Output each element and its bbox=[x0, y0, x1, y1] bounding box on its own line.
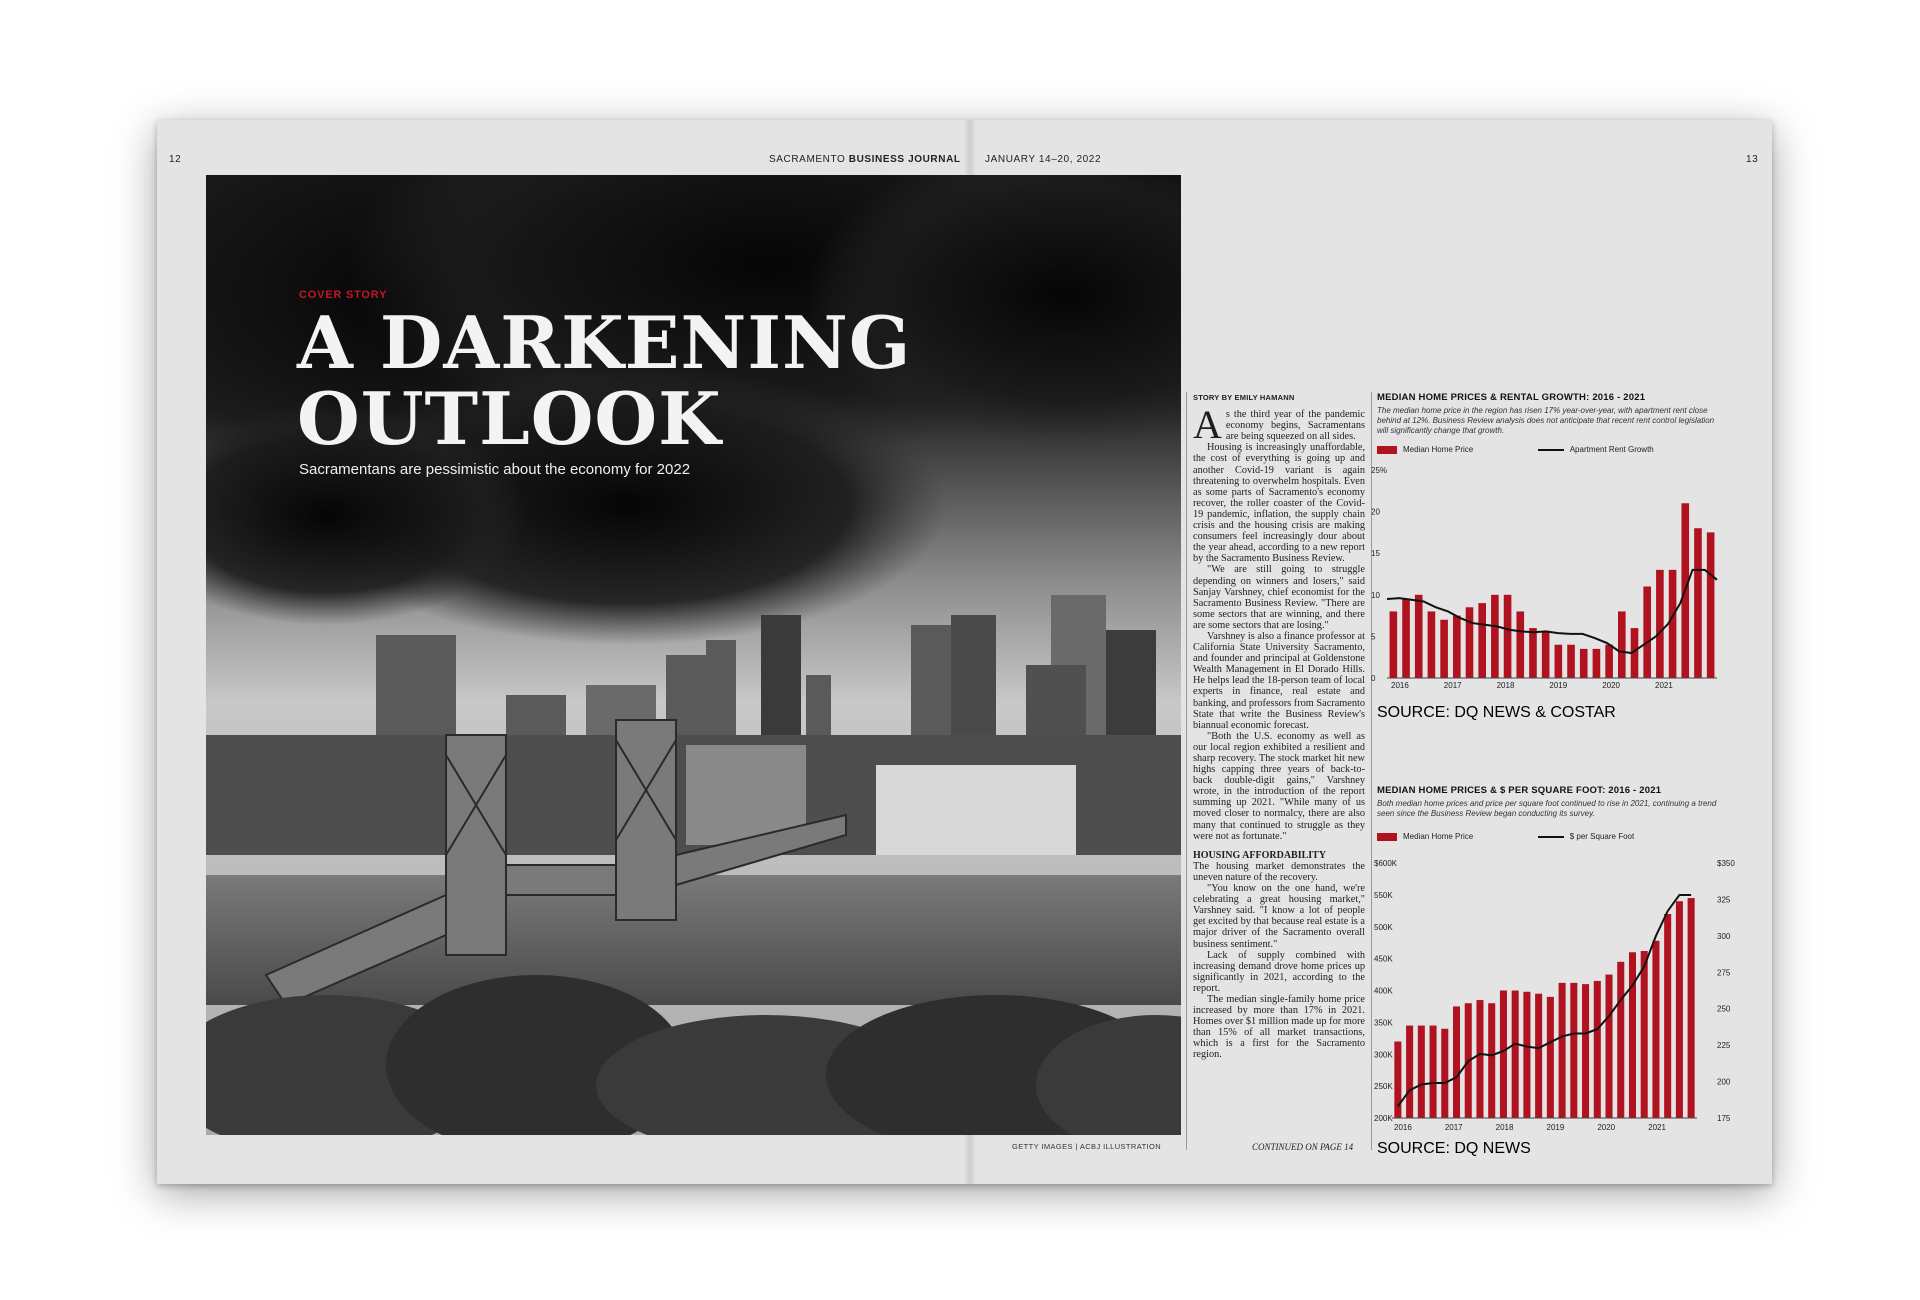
y-tick-label-right: 225 bbox=[1717, 1041, 1731, 1051]
y-tick-label-left: $600K bbox=[1374, 859, 1398, 868]
article-paragraph: Varshney is also a finance professor at California State University Sacramento, and founder and principal at Goldenstone Wealth Management in El Dorado Hills. He helps lead the 18-person team of local experts in finance, real estate and banking, and professors from Sacramento State that write the Business Review's biannual economic forecast. bbox=[1193, 630, 1365, 731]
chart-bar bbox=[1547, 997, 1554, 1118]
chart-bar bbox=[1466, 607, 1474, 678]
chart-bar bbox=[1582, 984, 1589, 1118]
chart-bar bbox=[1500, 991, 1507, 1119]
y-tick-label: 20 bbox=[1371, 507, 1380, 517]
y-tick-label-left: 450K bbox=[1374, 954, 1393, 964]
chart-bar bbox=[1428, 611, 1436, 678]
chart-bar bbox=[1567, 645, 1575, 678]
chart-bar bbox=[1656, 570, 1664, 678]
subhead: HOUSING AFFORDABILITY bbox=[1193, 849, 1327, 861]
chart-bar bbox=[1512, 991, 1519, 1119]
y-tick-label: 10 bbox=[1371, 590, 1380, 600]
chart-bar bbox=[1605, 645, 1613, 678]
chart-bar bbox=[1430, 1026, 1437, 1118]
y-tick-label-right: 325 bbox=[1717, 895, 1731, 905]
chart-source: SOURCE: DQ NEWS & COSTAR bbox=[1377, 704, 1616, 721]
publication-name-bold: BUSINESS JOURNAL bbox=[848, 154, 961, 165]
x-tick-label: 2020 bbox=[1597, 1123, 1616, 1132]
x-tick-label: 2017 bbox=[1444, 1123, 1463, 1132]
chart-bar bbox=[1618, 611, 1626, 678]
y-tick-label-left: 400K bbox=[1374, 986, 1393, 996]
drop-cap: A bbox=[1193, 402, 1222, 448]
chart-bar bbox=[1629, 952, 1636, 1118]
page-number-left: 12 bbox=[169, 154, 182, 165]
headline-line-2: OUTLOOK bbox=[297, 376, 722, 461]
x-tick-label: 2017 bbox=[1443, 681, 1462, 690]
continued-line: CONTINUED ON PAGE 14 bbox=[1252, 1142, 1354, 1152]
y-tick-label-left: 550K bbox=[1374, 890, 1393, 900]
chart-bar bbox=[1606, 975, 1613, 1118]
byline: STORY BY EMILY HAMANN bbox=[1193, 393, 1295, 402]
chart-bar bbox=[1441, 1029, 1448, 1118]
y-tick-label-right: 250 bbox=[1717, 1004, 1731, 1014]
y-tick-label-left: 500K bbox=[1374, 922, 1393, 932]
x-tick-label: 2018 bbox=[1495, 1123, 1514, 1132]
chart-bar bbox=[1488, 1003, 1495, 1118]
chart-bar bbox=[1570, 983, 1577, 1118]
legend-label: $ per Square Foot bbox=[1569, 832, 1635, 841]
chart-bar bbox=[1453, 616, 1461, 678]
cover-kicker: COVER STORY bbox=[299, 289, 388, 301]
chart-source: SOURCE: DQ NEWS bbox=[1377, 1140, 1531, 1157]
chart-bar bbox=[1669, 570, 1677, 678]
x-tick-label: 2021 bbox=[1655, 681, 1673, 690]
chart-bar bbox=[1593, 649, 1601, 678]
article-paragraph: "You know on the one hand, we're celebrating a great housing market," Varshney said. "I know a lot of people get excited by that because real estate is a major driver of the Sacramento overall business sentiment." bbox=[1193, 883, 1365, 950]
article-paragraph: "We are still going to struggle depending on winners and losers," said Sanjay Varshney, chief economist for the Sacramento Business Review. "There are some sectors that are winning, and there are some sectors that are losing." bbox=[1193, 564, 1365, 631]
y-tick-label-left: 300K bbox=[1374, 1050, 1393, 1060]
chart-description: Both median home prices and price per square foot continued to rise in 2021, continuing a trend seen since the Business Review began conducting its survey. bbox=[1377, 799, 1717, 818]
chart-bar bbox=[1643, 586, 1651, 678]
chart-description: The median home price in the region has risen 17% year-over-year, with apartment rent close behind at 12%. Business Review analysis does not anticipate that recent rent control legislation will significantly change that growth. bbox=[1377, 406, 1715, 435]
chart-bar bbox=[1394, 1042, 1401, 1119]
x-tick-label: 2021 bbox=[1648, 1123, 1666, 1132]
chart-bar bbox=[1542, 632, 1550, 678]
chart-bar bbox=[1580, 649, 1588, 678]
page-number-right: 13 bbox=[1746, 154, 1759, 165]
chart-legend bbox=[1377, 832, 1634, 841]
y-tick-label-right: 175 bbox=[1717, 1114, 1731, 1123]
chart-bar bbox=[1694, 528, 1702, 678]
chart-bar bbox=[1516, 611, 1524, 678]
chart-bar bbox=[1415, 595, 1423, 678]
y-tick-label: 15 bbox=[1371, 549, 1380, 559]
legend-swatch-line bbox=[1538, 449, 1564, 451]
legend-label: Apartment Rent Growth bbox=[1569, 445, 1654, 454]
chart-bar bbox=[1535, 994, 1542, 1118]
chart-bar bbox=[1402, 599, 1410, 678]
chart-legend bbox=[1377, 445, 1654, 454]
legend-swatch-bar bbox=[1377, 446, 1397, 454]
cover-photo bbox=[206, 175, 1181, 1135]
article-paragraph: The median single-family home price increased by more than 17% in 2021. Homes over $1 million made up for more than 15% of all market transactions, which is a first for the Sacramento region. bbox=[1193, 993, 1365, 1061]
y-tick-label-right: 275 bbox=[1717, 968, 1731, 978]
y-tick-label-right: 300 bbox=[1717, 931, 1731, 941]
y-tick-label-right: $350 bbox=[1717, 859, 1735, 868]
y-tick-label: 0 bbox=[1371, 674, 1376, 683]
photo-credit: GETTY IMAGES | ACBJ ILLUSTRATION bbox=[1012, 1142, 1162, 1151]
chart-bar bbox=[1406, 1026, 1413, 1118]
legend-label: Median Home Price bbox=[1403, 445, 1474, 454]
y-tick-label: 25% bbox=[1371, 466, 1388, 475]
chart-bar bbox=[1664, 914, 1671, 1118]
chart-bar bbox=[1504, 595, 1512, 678]
deck: Sacramentans are pessimistic about the economy for 2022 bbox=[299, 461, 691, 478]
chart-bar bbox=[1707, 532, 1715, 678]
article-paragraph: "Both the U.S. economy as well as our local region exhibited a resilient and sharp recovery. The stock market hit new highs capping three years of back-to-back double-digit gains," Varshney wrote, in the introduction of the report summing up 2021. "While many of us moved closer to normalcy, there are also many that continued to struggle as they were not as fortunate." bbox=[1193, 730, 1365, 842]
publication-name bbox=[769, 154, 961, 165]
chart-bar bbox=[1594, 981, 1601, 1118]
x-tick-label: 2016 bbox=[1391, 681, 1409, 690]
legend-label: Median Home Price bbox=[1403, 832, 1474, 841]
chart-bar bbox=[1559, 983, 1566, 1118]
chart-line bbox=[1387, 570, 1717, 653]
chart-2-plot bbox=[1352, 848, 1737, 1148]
article-paragraph-text: s the third year of the pandemic economy begins, Sacramentans are being squeezed on all sides. bbox=[1225, 409, 1365, 443]
x-tick-label: 2016 bbox=[1394, 1123, 1412, 1132]
article-paragraph: Lack of supply combined with increasing demand drove home prices up significantly in 2021, according to the report. bbox=[1193, 949, 1365, 994]
chart-bar bbox=[1688, 898, 1695, 1118]
chart-bar bbox=[1676, 901, 1683, 1118]
chart-bar bbox=[1491, 595, 1499, 678]
article-paragraph: The housing market demonstrates the uneven nature of the recovery. bbox=[1193, 860, 1365, 883]
legend-swatch-line bbox=[1538, 836, 1564, 838]
x-tick-label: 2018 bbox=[1496, 681, 1515, 690]
column-rule bbox=[1186, 392, 1187, 1150]
x-tick-label: 2019 bbox=[1549, 681, 1568, 690]
chart-bar bbox=[1418, 1026, 1425, 1118]
article-paragraph: Housing is increasingly unaffordable, the cost of everything is going up and another Covid-19 variant is again threatening to overwhelm hospitals. Even as some parts of Sacramento's economy recover, the roller coaster of the Covid-19 pandemic, inflation, the supply chain crisis and the housing crisis are making consumers feel increasingly dour about the year ahead, according to a new report by the Sacramento Business Review. bbox=[1193, 442, 1365, 565]
chart-bar bbox=[1523, 992, 1530, 1118]
chart-rental-growth bbox=[1377, 392, 1727, 436]
chart-price-per-sqft bbox=[1377, 785, 1727, 819]
chart-title: MEDIAN HOME PRICES & RENTAL GROWTH: 2016 - 2021 bbox=[1377, 392, 1646, 403]
article-body bbox=[1193, 392, 1365, 1061]
chart-bar bbox=[1652, 941, 1659, 1118]
chart-bar bbox=[1476, 1000, 1483, 1118]
headline bbox=[297, 300, 912, 461]
chart-1-plot bbox=[1357, 460, 1732, 700]
article-paragraph bbox=[1193, 402, 1365, 448]
issue-date: JANUARY 14–20, 2022 bbox=[985, 154, 1102, 165]
y-tick-label-right: 200 bbox=[1717, 1077, 1731, 1087]
headline-line-1: A DARKENING bbox=[297, 300, 912, 385]
chart-bar bbox=[1390, 611, 1398, 678]
publication-name-prefix: SACRAMENTO bbox=[769, 154, 849, 165]
y-tick-label-left: 250K bbox=[1374, 1082, 1393, 1092]
chart-bar bbox=[1478, 603, 1486, 678]
y-tick-label-left: 350K bbox=[1374, 1018, 1393, 1028]
chart-bar bbox=[1453, 1006, 1460, 1118]
x-tick-label: 2019 bbox=[1546, 1123, 1565, 1132]
legend-swatch-bar bbox=[1377, 833, 1397, 841]
chart-bar bbox=[1440, 620, 1448, 678]
chart-bar bbox=[1641, 951, 1648, 1118]
y-tick-label: 5 bbox=[1371, 632, 1376, 642]
x-tick-label: 2020 bbox=[1602, 681, 1620, 690]
y-tick-label-left: 200K bbox=[1374, 1114, 1393, 1123]
chart-bar bbox=[1529, 628, 1537, 678]
chart-title: MEDIAN HOME PRICES & $ PER SQUARE FOOT: 2016 - 2021 bbox=[1377, 785, 1662, 796]
chart-bar bbox=[1555, 645, 1563, 678]
newspaper-spread bbox=[157, 120, 1772, 1184]
chart-bar bbox=[1617, 962, 1624, 1118]
